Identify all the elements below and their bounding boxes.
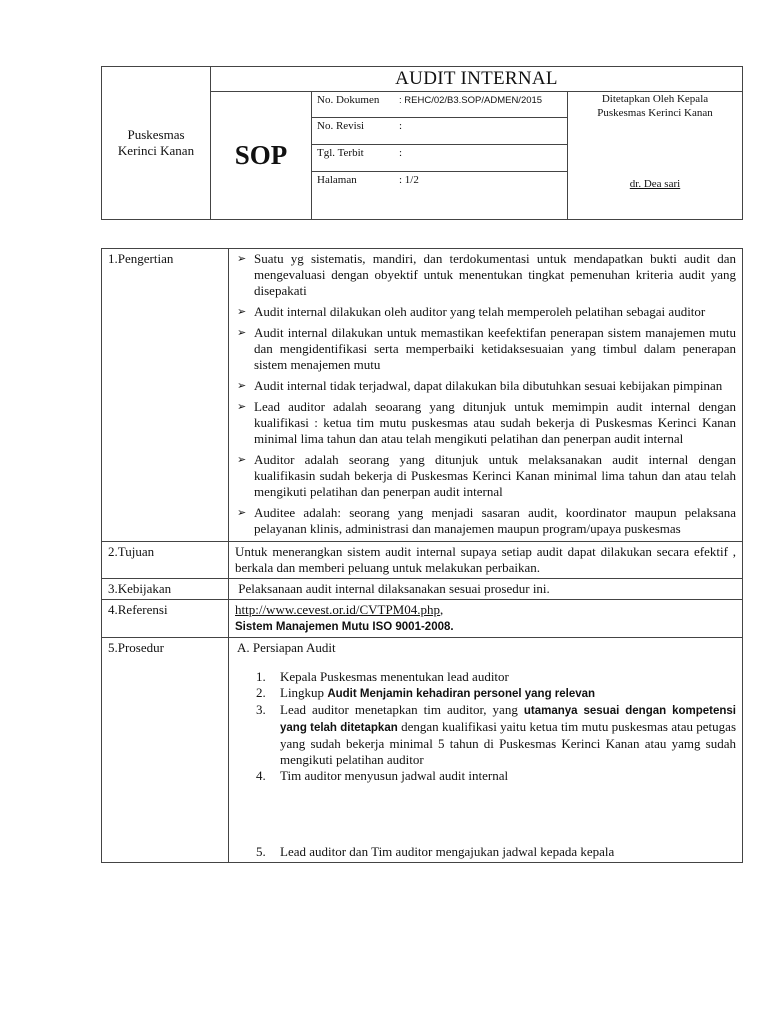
definition-item: ➢ Audit internal dilakukan untuk memastikan keefektifan penerapan sistem manajemen mutu dan mengidentifikasi serta memperbaiki ketidaksesuaian yang timbul dalam penerapan sistem menajemen mutu (235, 325, 736, 373)
section-label: 2.Tujuan (102, 542, 229, 579)
field-value: : (399, 147, 403, 159)
definition-item: ➢ Audit internal dilakukan oleh auditor yang telah memperoleh pelatihan sebagai auditor (235, 304, 736, 320)
approval-signer: dr. Dea sari (629, 178, 681, 190)
approval-line1: Ditetapkan Oleh Kepala (601, 93, 709, 105)
organization-name-line2: Kerinci Kanan (117, 143, 195, 158)
field-label: No. Dokumen (317, 94, 380, 106)
step-number: 2. (256, 685, 266, 700)
section-label: 5.Prosedur (102, 638, 229, 863)
field-label: Tgl. Terbit (317, 147, 364, 159)
section-pengertian (102, 249, 743, 542)
document-title: AUDIT INTERNAL (211, 67, 743, 92)
section-label: 1.Pengertian (102, 249, 229, 542)
step-text-emphasis: Audit Menjamin kehadiran personel yang relevan (327, 688, 596, 700)
procedure-step (235, 702, 736, 768)
step-text: Lead auditor dan Tim auditor mengajukan jadwal kepada kepala (280, 844, 615, 859)
field-value: : (399, 120, 403, 132)
procedure-step (235, 685, 736, 702)
field-halaman (312, 172, 568, 220)
definition-list (235, 251, 736, 537)
approval-line2: Puskesmas Kerinci Kanan (597, 107, 713, 119)
section-prosedur (102, 638, 743, 863)
step-text: Kepala Puskesmas menentukan lead auditor (280, 669, 509, 684)
reference-link[interactable]: http://www.cevest.or.id/CVTPM04.php (235, 602, 440, 617)
section-referensi (102, 600, 743, 638)
procedure-step (235, 669, 736, 685)
procedure-heading: A. Persiapan Audit (237, 640, 336, 655)
field-value: : 1/2 (399, 174, 419, 186)
section-label: 3.Kebijakan (102, 579, 229, 600)
definition-item: ➢ Auditee adalah: seorang yang menjadi sasaran audit, koordinator maupun pelaksana pelayanan klinis, administrasi dan manajemen maupun program/upaya puskesmas (235, 505, 736, 537)
procedure-step (235, 844, 736, 860)
procedure-steps (235, 669, 736, 860)
section-text: Pelaksanaan audit internal dilaksanakan sesuai prosedur ini. (229, 579, 743, 600)
organization-cell (102, 67, 211, 220)
step-text-emphasis: utamanya sesuai dengan kompetensi yang telah ditetapkan (280, 705, 737, 734)
sop-content-table (101, 248, 743, 863)
definition-item: ➢ Lead auditor adalah seoarang yang ditunjuk untuk memimpin audit internal dengan kualifikasi : ketua tim mutu puskesmas atau sudah bekerja di Puskesmas Kerinci Kanan minimal lima tahun dan atau telah mengikuti pelatihan dan penerpan audit internal (235, 399, 736, 447)
organization-name-line1: Puskesmas (127, 127, 185, 142)
section-text: Untuk menerangkan sistem audit internal supaya setiap audit dapat dilakukan secara efektif , berkala dan memberi peluang untuk melakukan perbaikan. (229, 542, 743, 579)
definition-item: ➢ Auditor adalah seorang yang ditunjuk untuk melaksanakan audit internal dengan kualifikasin sudah bekerja di Puskesmas Kerinci Kanan minimal lima tahun dan atau telah mengikuti pelatihan dan penerpan audit internal (235, 452, 736, 500)
document-type: SOP (211, 92, 312, 220)
approval-cell (568, 92, 743, 220)
document-header (101, 66, 743, 220)
step-text: Tim auditor menyusun jadwal audit internal (280, 768, 509, 783)
step-number: 3. (256, 702, 266, 717)
definition-item: ➢ Suatu yg sistematis, mandiri, dan terdokumentasi untuk mendapatkan bukti audit dan mengevaluasi dengan obyektif untuk menentukan tingkat pemenuhan kriteria audit yang disepakati (235, 251, 736, 299)
procedure-step (235, 768, 736, 784)
section-tujuan (102, 542, 743, 579)
field-label: No. Revisi (317, 120, 365, 132)
step-text: Lingkup (280, 685, 328, 700)
reference-link-suffix: , (440, 602, 444, 617)
step-number: 1. (256, 669, 266, 684)
step-number: 5. (256, 844, 266, 859)
step-text: dengan kualifikasi yaitu ketua tim mutu puskesmas atau petugas yang sudah bekerja minimal 5 tahun di Puskesmas Kerinci Kanan atau yamg sudah mengikuti pelatihan auditor (280, 719, 737, 767)
step-text: Lead auditor menetapkan tim auditor, yang (280, 702, 524, 717)
section-kebijakan (102, 579, 743, 600)
field-no-revisi (312, 118, 568, 145)
definition-item: ➢ Audit internal tidak terjadwal, dapat dilakukan bila dibutuhkan sesuai kebijakan pimpinan (235, 378, 736, 394)
reference-standard: Sistem Manajemen Mutu ISO 9001-2008. (235, 621, 454, 633)
section-label: 4.Referensi (102, 600, 229, 638)
field-no-dokumen (312, 92, 568, 118)
field-label: Halaman (317, 174, 357, 186)
step-number: 4. (256, 768, 266, 783)
field-tgl-terbit (312, 145, 568, 172)
field-value: : REHC/02/B3.SOP/ADMEN/2015 (399, 95, 543, 106)
